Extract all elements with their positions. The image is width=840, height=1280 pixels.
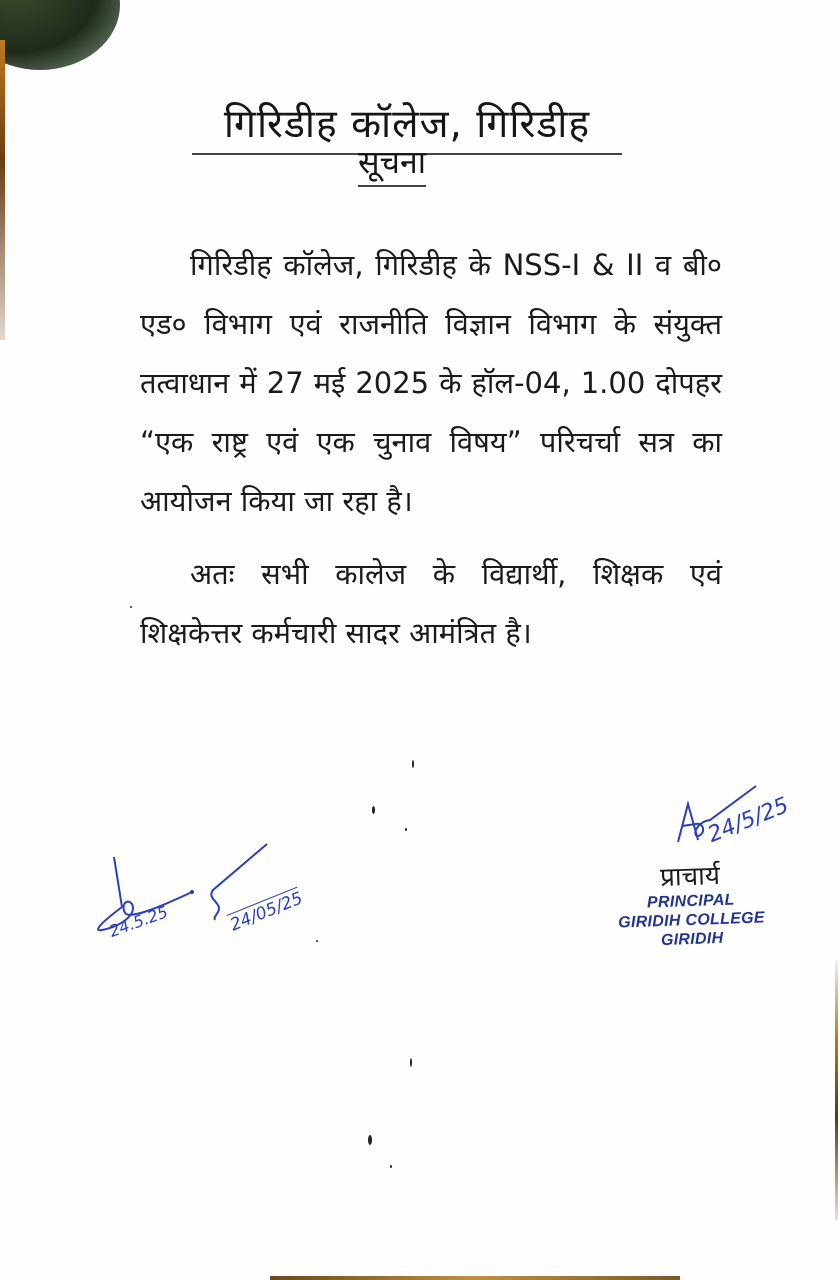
ink-speck [368, 1135, 372, 1145]
signature-left-1 [92, 852, 202, 952]
photo-edge-left [0, 40, 5, 340]
notice-paragraph-1: गिरिडीह कॉलेज, गिरिडीह के NSS-I & II व बी० एड० विभाग एवं राजनीति विज्ञान विभाग के संयुक्त तत्वाधान में 27 मई 2025 के हॉल-04, 1.00 दोपहर “एक राष्ट्र एवं एक चुनाव विषय” परिचर्चा सत्र का आयोजन किया जा रहा है। [140, 248, 722, 518]
notice-heading: सूचना [358, 140, 426, 187]
photo-corner-artifact [0, 0, 120, 70]
signature-left-2-date: 24/05/25 [227, 888, 306, 936]
ink-speck [390, 1165, 392, 1168]
stamp-line-college: GIRIDIH COLLEGE [617, 909, 766, 932]
college-title: गिरिडीह कॉलेज, गिरिडीह [192, 96, 622, 155]
stamp-line-city: GIRIDIH [660, 929, 724, 950]
notice-paragraph-2: अतः सभी कालेज के विद्यार्थी, शिक्षक एवं शिक्षकेत्तर कर्मचारी सादर आमंत्रित है। [140, 557, 722, 650]
ink-speck [316, 940, 318, 942]
photo-edge-bottom [270, 1276, 680, 1280]
signature-left-1-date: 24.5.25 [106, 902, 171, 941]
ink-speck [372, 806, 375, 814]
principal-stamp [605, 859, 778, 952]
signature-principal-date: 24/5/25 [704, 793, 793, 848]
stamp-line-principal: PRINCIPAL [646, 891, 736, 912]
stamp-designation-hindi: प्राचार्य [659, 860, 721, 894]
notice-body [140, 236, 722, 663]
ink-speck [412, 760, 414, 768]
ink-speck [410, 1058, 412, 1067]
ink-speck [130, 606, 132, 608]
photo-edge-right [835, 960, 838, 1220]
ink-speck [405, 828, 407, 831]
